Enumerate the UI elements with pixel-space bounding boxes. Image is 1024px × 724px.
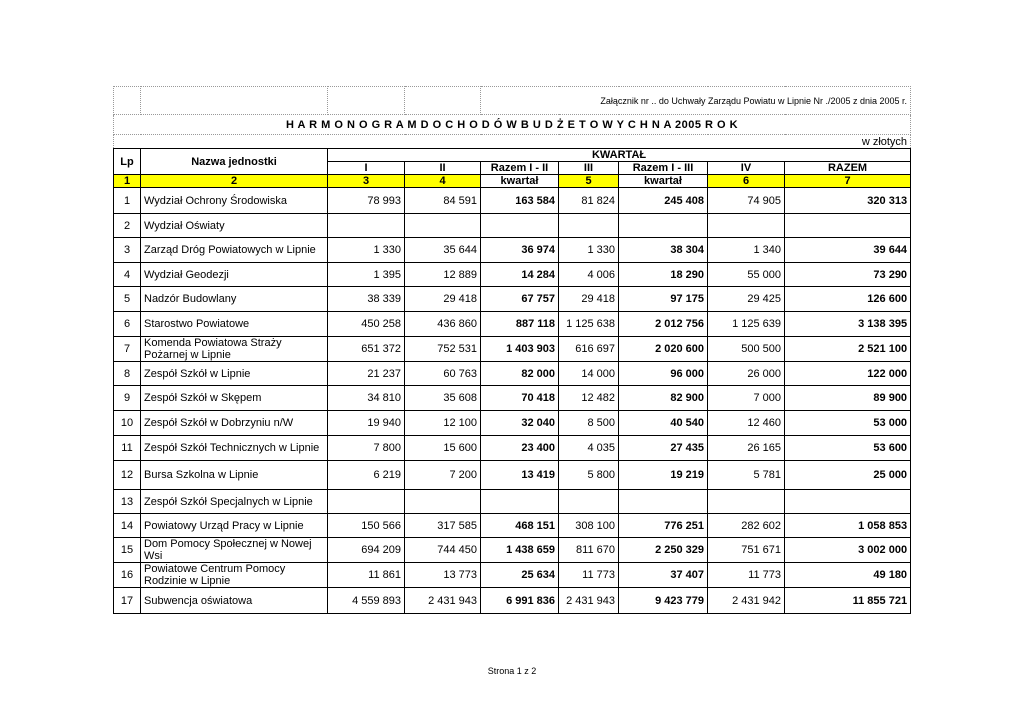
cell-total: 320 313 — [785, 188, 911, 214]
cell-r12 — [481, 214, 559, 238]
cell-q3 — [559, 214, 619, 238]
cell-q4: 7 000 — [708, 386, 785, 411]
cell-q2: 15 600 — [405, 436, 481, 461]
cell-q3: 4 006 — [559, 263, 619, 287]
col-number: 2 — [141, 175, 328, 188]
col-number: 4 — [405, 175, 481, 188]
table-row — [114, 538, 911, 563]
cell-r12: 67 757 — [481, 287, 559, 312]
cell-total: 73 290 — [785, 263, 911, 287]
cell-q2: 84 591 — [405, 188, 481, 214]
table-row — [114, 411, 911, 436]
cell-q1: 7 800 — [328, 436, 405, 461]
cell-total: 89 900 — [785, 386, 911, 411]
col-number: 5 — [559, 175, 619, 188]
header-razem: RAZEM — [785, 162, 911, 175]
cell-name: Zarząd Dróg Powiatowych w Lipnie — [141, 238, 328, 263]
cell-lp: 7 — [114, 337, 141, 362]
cell-name: Zespół Szkół Technicznych w Lipnie — [141, 436, 328, 461]
cell-lp: 9 — [114, 386, 141, 411]
cell-q2: 12 889 — [405, 263, 481, 287]
cell-total — [785, 490, 911, 514]
cell-q3: 811 670 — [559, 538, 619, 563]
cell-r12: 70 418 — [481, 386, 559, 411]
cell-q1: 38 339 — [328, 287, 405, 312]
table-row — [114, 386, 911, 411]
cell-q2: 317 585 — [405, 514, 481, 538]
cell-q1 — [328, 490, 405, 514]
cell-q4: 751 671 — [708, 538, 785, 563]
cell-total: 3 002 000 — [785, 538, 911, 563]
cell-r12: 1 438 659 — [481, 538, 559, 563]
cell-lp: 3 — [114, 238, 141, 263]
cell-q4: 12 460 — [708, 411, 785, 436]
col-number: 3 — [328, 175, 405, 188]
cell-q3: 14 000 — [559, 362, 619, 386]
cell-lp: 13 — [114, 490, 141, 514]
cell-q2: 13 773 — [405, 563, 481, 588]
header-razem12: Razem I - II — [481, 162, 559, 175]
col-number: 1 — [114, 175, 141, 188]
table-row — [114, 238, 911, 263]
header-q4: IV — [708, 162, 785, 175]
cell-q2: 35 608 — [405, 386, 481, 411]
cell-r12: 163 584 — [481, 188, 559, 214]
cell-name: Zespół Szkół w Lipnie — [141, 362, 328, 386]
cell-r13: 9 423 779 — [619, 588, 708, 614]
table-row — [114, 362, 911, 386]
cell-lp: 15 — [114, 538, 141, 563]
header-razem13: Razem I - III — [619, 162, 708, 175]
cell-r13: 40 540 — [619, 411, 708, 436]
cell-q2: 7 200 — [405, 461, 481, 490]
cell-q1: 4 559 893 — [328, 588, 405, 614]
cell-total: 49 180 — [785, 563, 911, 588]
cell-lp: 8 — [114, 362, 141, 386]
cell-q3: 5 800 — [559, 461, 619, 490]
cell-r12: 25 634 — [481, 563, 559, 588]
unit-row — [114, 135, 911, 149]
cell-lp: 11 — [114, 436, 141, 461]
cell-q3: 29 418 — [559, 287, 619, 312]
cell-q4: 26 165 — [708, 436, 785, 461]
cell-q3: 11 773 — [559, 563, 619, 588]
cell-lp: 5 — [114, 287, 141, 312]
cell-name: Subwencja oświatowa — [141, 588, 328, 614]
column-number-row — [114, 175, 911, 188]
cell-q1: 1 330 — [328, 238, 405, 263]
cell-q3: 12 482 — [559, 386, 619, 411]
cell-lp: 1 — [114, 188, 141, 214]
cell-lp: 10 — [114, 411, 141, 436]
document-title: H A R M O N O G R A M D O C H O D Ó W B U D Ż E T O W Y C H N A 2005 R O K — [114, 115, 911, 135]
table-row — [114, 312, 911, 337]
cell-name: Komenda Powiatowa Straży Pożarnej w Lipnie — [141, 337, 328, 362]
table-row — [114, 188, 911, 214]
cell-q1: 19 940 — [328, 411, 405, 436]
cell-q3: 81 824 — [559, 188, 619, 214]
unit-label: w złotych — [114, 135, 911, 149]
header-q3: III — [559, 162, 619, 175]
cell-total: 122 000 — [785, 362, 911, 386]
cell-r13 — [619, 214, 708, 238]
cell-q3 — [559, 490, 619, 514]
cell-r13 — [619, 490, 708, 514]
cell-total: 39 644 — [785, 238, 911, 263]
cell-r13: 19 219 — [619, 461, 708, 490]
cell-r13: 27 435 — [619, 436, 708, 461]
cell-q4 — [708, 490, 785, 514]
col-number: 7 — [785, 175, 911, 188]
cell-total: 53 600 — [785, 436, 911, 461]
attachment-text: Załącznik nr .. do Uchwały Zarządu Powiatu w Lipnie Nr ./2005 z dnia 2005 r. — [481, 87, 911, 115]
table-row — [114, 490, 911, 514]
cell-name: Wydział Oświaty — [141, 214, 328, 238]
kwartal-sublabel: kwartał — [619, 175, 708, 188]
table-row — [114, 436, 911, 461]
cell-r13: 776 251 — [619, 514, 708, 538]
cell-q4: 1 125 639 — [708, 312, 785, 337]
cell-r13: 18 290 — [619, 263, 708, 287]
cell-total — [785, 214, 911, 238]
cell-q1: 78 993 — [328, 188, 405, 214]
cell-q2: 752 531 — [405, 337, 481, 362]
cell-q2 — [405, 214, 481, 238]
cell-q2: 29 418 — [405, 287, 481, 312]
table-row — [114, 461, 911, 490]
cell-r13: 2 020 600 — [619, 337, 708, 362]
cell-name: Bursa Szkolna w Lipnie — [141, 461, 328, 490]
cell-r12: 82 000 — [481, 362, 559, 386]
cell-q2: 12 100 — [405, 411, 481, 436]
cell-q3: 8 500 — [559, 411, 619, 436]
cell-q2: 436 860 — [405, 312, 481, 337]
cell-q4: 5 781 — [708, 461, 785, 490]
cell-q2 — [405, 490, 481, 514]
cell-q4: 11 773 — [708, 563, 785, 588]
table-row — [114, 214, 911, 238]
cell-name: Powiatowy Urząd Pracy w Lipnie — [141, 514, 328, 538]
budget-table — [113, 86, 911, 614]
cell-q4: 500 500 — [708, 337, 785, 362]
header-lp: Lp — [114, 149, 141, 175]
cell-total: 25 000 — [785, 461, 911, 490]
cell-total: 2 521 100 — [785, 337, 911, 362]
header-q2: II — [405, 162, 481, 175]
cell-name: Powiatowe Centrum Pomocy Rodzinie w Lipnie — [141, 563, 328, 588]
cell-lp: 16 — [114, 563, 141, 588]
header-q1: I — [328, 162, 405, 175]
cell-q2: 2 431 943 — [405, 588, 481, 614]
cell-q4: 1 340 — [708, 238, 785, 263]
attachment-row — [114, 87, 911, 115]
cell-r13: 37 407 — [619, 563, 708, 588]
cell-q3: 1 330 — [559, 238, 619, 263]
cell-q3: 4 035 — [559, 436, 619, 461]
cell-name: Dom Pomocy Społecznej w Nowej Wsi — [141, 538, 328, 563]
cell-q3: 616 697 — [559, 337, 619, 362]
cell-name: Zespół Szkół w Dobrzyniu n/W — [141, 411, 328, 436]
cell-name: Zespół Szkół Specjalnych w Lipnie — [141, 490, 328, 514]
cell-r12: 14 284 — [481, 263, 559, 287]
cell-q4: 29 425 — [708, 287, 785, 312]
header-kwartal: KWARTAŁ — [328, 149, 911, 162]
table-row — [114, 563, 911, 588]
cell-q1: 450 258 — [328, 312, 405, 337]
table-row — [114, 588, 911, 614]
cell-total: 126 600 — [785, 287, 911, 312]
kwartal-sublabel: kwartał — [481, 175, 559, 188]
col-number: 6 — [708, 175, 785, 188]
cell-total: 11 855 721 — [785, 588, 911, 614]
cell-q2: 35 644 — [405, 238, 481, 263]
table-row — [114, 337, 911, 362]
table-row — [114, 514, 911, 538]
cell-name: Wydział Geodezji — [141, 263, 328, 287]
cell-q3: 2 431 943 — [559, 588, 619, 614]
cell-total: 1 058 853 — [785, 514, 911, 538]
cell-r12: 887 118 — [481, 312, 559, 337]
cell-r13: 2 250 329 — [619, 538, 708, 563]
cell-r13: 2 012 756 — [619, 312, 708, 337]
cell-q2: 60 763 — [405, 362, 481, 386]
cell-q4: 74 905 — [708, 188, 785, 214]
cell-q1: 21 237 — [328, 362, 405, 386]
cell-r13: 38 304 — [619, 238, 708, 263]
cell-q1: 694 209 — [328, 538, 405, 563]
cell-q2: 744 450 — [405, 538, 481, 563]
cell-r12 — [481, 490, 559, 514]
cell-q1: 11 861 — [328, 563, 405, 588]
page-footer: Strona 1 z 2 — [487, 666, 537, 676]
cell-total: 53 000 — [785, 411, 911, 436]
cell-q1: 1 395 — [328, 263, 405, 287]
cell-total: 3 138 395 — [785, 312, 911, 337]
cell-q1: 150 566 — [328, 514, 405, 538]
cell-lp: 14 — [114, 514, 141, 538]
header-name: Nazwa jednostki — [141, 149, 328, 175]
cell-q4: 2 431 942 — [708, 588, 785, 614]
table-row — [114, 263, 911, 287]
cell-q1: 6 219 — [328, 461, 405, 490]
cell-r12: 32 040 — [481, 411, 559, 436]
cell-lp: 12 — [114, 461, 141, 490]
cell-q3: 1 125 638 — [559, 312, 619, 337]
cell-lp: 2 — [114, 214, 141, 238]
cell-q4: 26 000 — [708, 362, 785, 386]
budget-sheet — [113, 86, 910, 623]
cell-r13: 82 900 — [619, 386, 708, 411]
cell-r13: 97 175 — [619, 287, 708, 312]
cell-q1 — [328, 214, 405, 238]
cell-name: Zespół Szkół w Skępem — [141, 386, 328, 411]
cell-lp: 4 — [114, 263, 141, 287]
header-row-1 — [114, 149, 911, 162]
cell-r12: 23 400 — [481, 436, 559, 461]
cell-q1: 34 810 — [328, 386, 405, 411]
cell-r12: 468 151 — [481, 514, 559, 538]
cell-lp: 17 — [114, 588, 141, 614]
cell-q1: 651 372 — [328, 337, 405, 362]
cell-q4 — [708, 214, 785, 238]
cell-r12: 36 974 — [481, 238, 559, 263]
cell-q3: 308 100 — [559, 514, 619, 538]
cell-r13: 96 000 — [619, 362, 708, 386]
cell-q4: 282 602 — [708, 514, 785, 538]
cell-r12: 13 419 — [481, 461, 559, 490]
cell-name: Starostwo Powiatowe — [141, 312, 328, 337]
cell-r13: 245 408 — [619, 188, 708, 214]
cell-lp: 6 — [114, 312, 141, 337]
title-row — [114, 115, 911, 135]
cell-name: Wydział Ochrony Środowiska — [141, 188, 328, 214]
cell-q4: 55 000 — [708, 263, 785, 287]
table-row — [114, 287, 911, 312]
cell-r12: 1 403 903 — [481, 337, 559, 362]
cell-name: Nadzór Budowlany — [141, 287, 328, 312]
cell-r12: 6 991 836 — [481, 588, 559, 614]
